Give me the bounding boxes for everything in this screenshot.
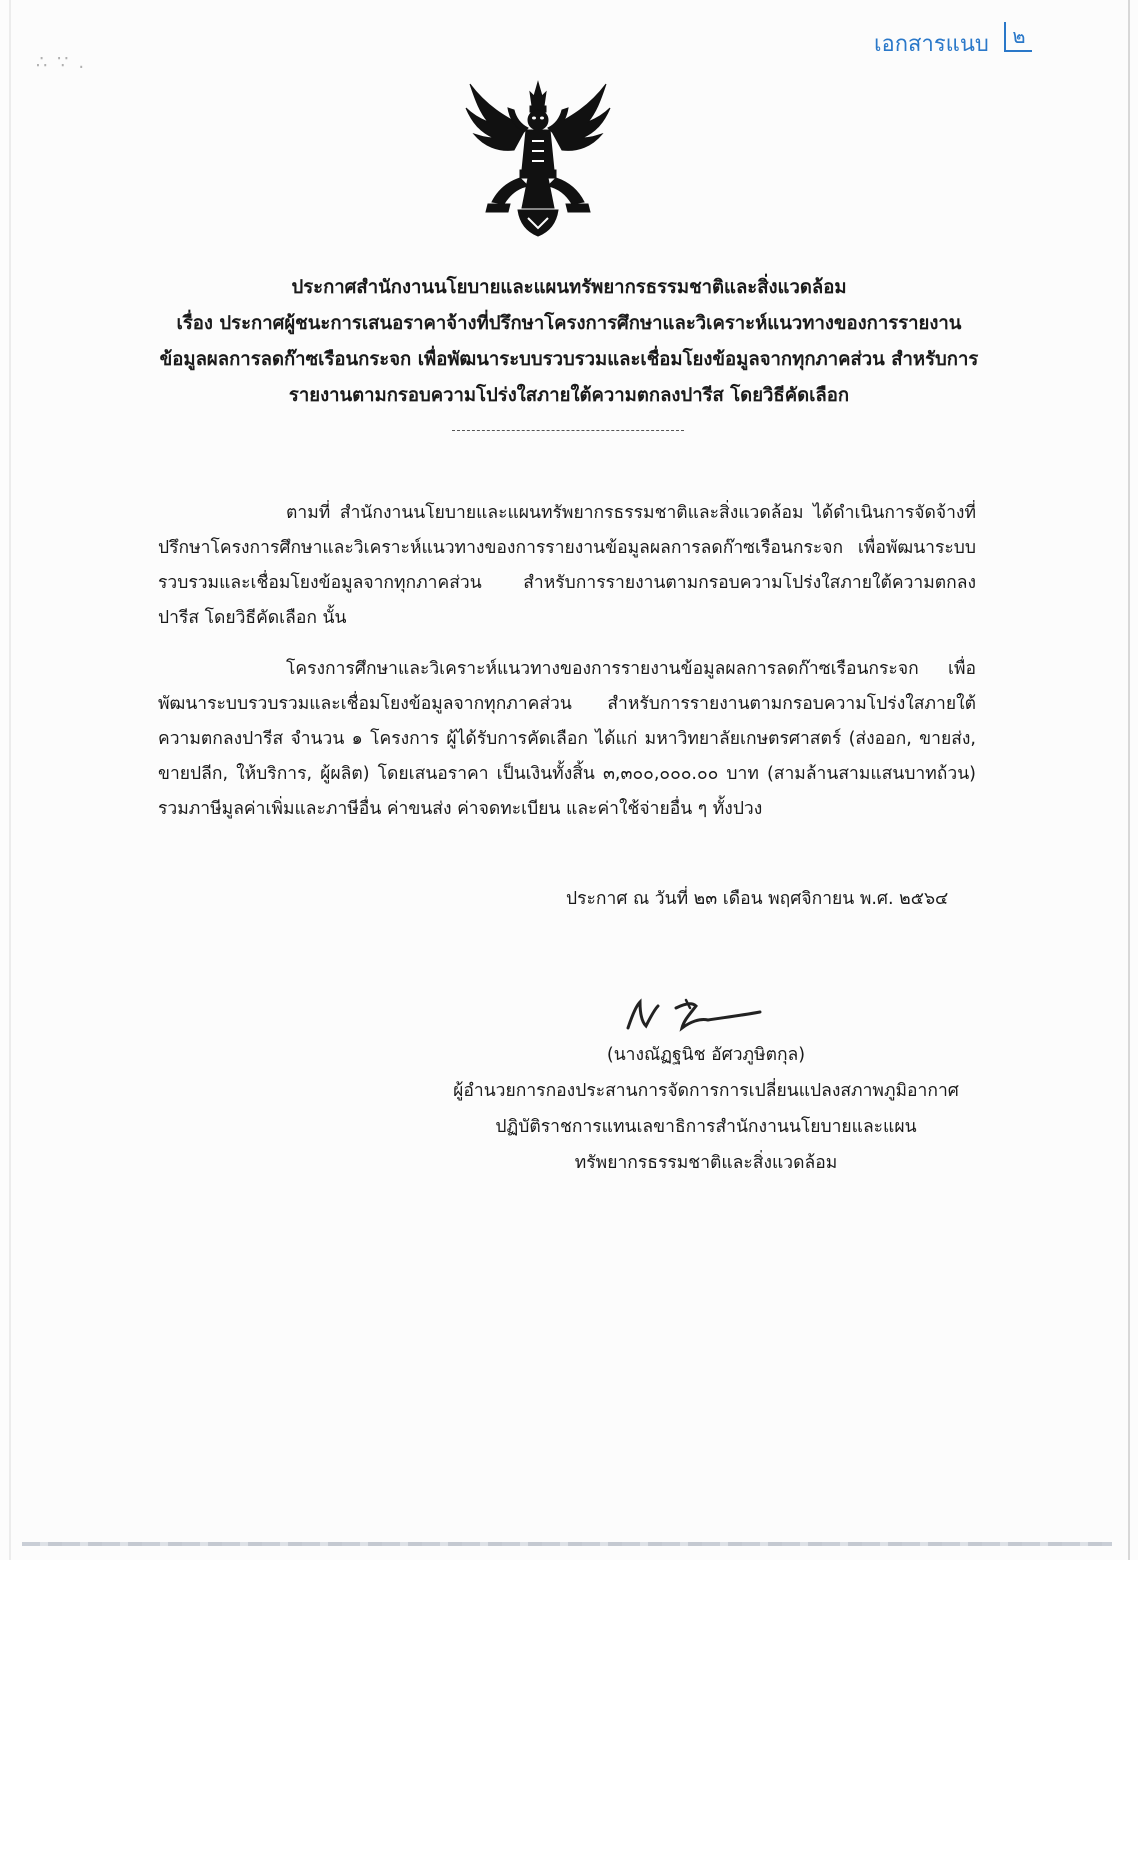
- subject-line-2: ข้อมูลผลการลดก๊าซเรือนกระจก เพื่อพัฒนาระบบรวบรวมและเชื่อมโยงข้อมูลจากทุกภาคส่วน สำหรับการ: [159, 349, 979, 370]
- attachment-stamp-label: เอกสารแนบ: [874, 32, 989, 57]
- signature-mark-icon: [620, 988, 770, 1044]
- body-paragraph-1: [158, 496, 976, 636]
- header-divider: [452, 430, 684, 431]
- garuda-emblem-icon: [458, 78, 618, 238]
- subject-line-1: เรื่อง ประกาศผู้ชนะการเสนอราคาจ้างที่ปรึกษาโครงการศึกษาและวิเคราะห์แนวทางของการรายงาน: [176, 313, 962, 334]
- signatory-name: (นางณัฏฐนิช อัศวภูษิตกุล): [606, 1045, 806, 1065]
- subject-line-3: รายงานตามกรอบความโปร่งใสภายใต้ความตกลงปารีส โดยวิธีคัดเลือก: [288, 385, 850, 406]
- body-paragraph-2: [158, 652, 976, 827]
- announcement-date: ประกาศ ณ วันที่ ๒๓ เดือน พฤศจิกายน พ.ศ. ๒๕๖๔: [566, 889, 949, 909]
- page-bottom-edge: [22, 1542, 1112, 1546]
- signatory-position-2: ปฏิบัติราชการแทนเลขาธิการสำนักงานนโยบายและแผน: [495, 1117, 917, 1137]
- corner-smudge: ∴ ∵ .: [36, 52, 87, 73]
- signatory-position-3: ทรัพยากรธรรมชาติและสิ่งแวดล้อม: [574, 1153, 838, 1173]
- announcement-heading: ประกาศสำนักงานนโยบายและแผนทรัพยากรธรรมชาติและสิ่งแวดล้อม: [291, 277, 847, 298]
- page-edge-left: [9, 0, 11, 1560]
- paragraph-2-text: โครงการศึกษาและวิเคราะห์แนวทางของการรายงานข้อมูลผลการลดก๊าซเรือนกระจก เพื่อพัฒนาระบบรวบรวมและเชื่อมโยงข้อมูลจากทุกภาคส่วน สำหรับการรายงานตามกรอบความโปร่งใสภายใต้ความตกลงปารีส จำนวน ๑ โครงการ ผู้ได้รับการคัดเลือก ได้แก่ มหาวิทยาลัยเกษตรศาสตร์ (ส่งออก, ขายส่ง, ขายปลีก, ให้บริการ, ผู้ผลิต) โดยเสนอราคา เป็นเงินทั้งสิ้น ๓,๓๐๐,๐๐๐.๐๐ บาท (สามล้านสามแสนบาทถ้วน) รวมภาษีมูลค่าเพิ่มและภาษีอื่น ค่าขนส่ง ค่าจดทะเบียน และค่าใช้จ่ายอื่น ๆ ทั้งปวง: [158, 659, 976, 819]
- signatory-position-1: ผู้อำนวยการกองประสานการจัดการการเปลี่ยนแปลงสภาพภูมิอากาศ: [453, 1081, 959, 1101]
- attachment-stamp-number: ๒: [1004, 22, 1032, 52]
- paragraph-1-text: ตามที่ สำนักงานนโยบายและแผนทรัพยากรธรรมชาติและสิ่งแวดล้อม ได้ดำเนินการจัดจ้างที่ปรึกษาโครงการศึกษาและวิเคราะห์แนวทางของการรายงานข้อมูลผลการลดก๊าซเรือนกระจก เพื่อพัฒนาระบบรวบรวมและเชื่อมโยงข้อมูลจากทุกภาคส่วน สำหรับการรายงานตามกรอบความโปร่งใสภายใต้ความตกลงปารีส โดยวิธีคัดเลือก นั้น: [158, 503, 976, 628]
- page-edge-right: [1128, 0, 1130, 1560]
